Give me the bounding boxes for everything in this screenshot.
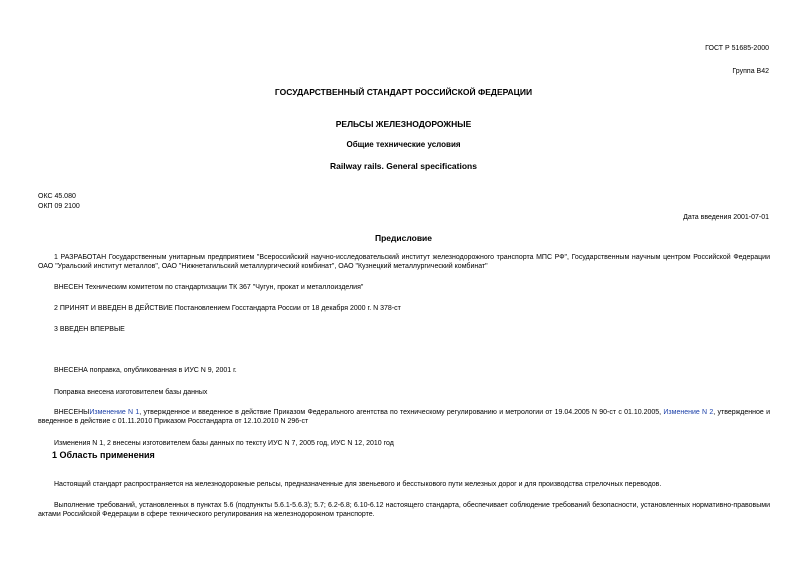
amendments-suffix: , утвержденное и введенное в действие с 01.11.2010 Приказом Росстандарта от 12.10.2010 N 296-ст	[38, 409, 770, 426]
oks-code: ОКС 45.080	[38, 193, 76, 200]
foreword-paragraph-correction-note: Поправка внесена изготовителем базы данных	[54, 389, 208, 396]
doc-group: Группа В42	[732, 68, 769, 75]
doc-number: ГОСТ Р 51685-2000	[705, 45, 769, 52]
foreword-paragraph-submitted: ВНЕСЕН Техническим комитетом по стандартизации ТК 367 "Чугун, прокат и металлоизделия"	[54, 284, 364, 291]
foreword-paragraph-amendments-note: Изменения N 1, 2 внесены изготовителем базы данных по тексту ИУС N 7, 2005 год, ИУС N 12, 2010 год	[54, 440, 394, 447]
amendments-middle: , утвержденное и введенное в действие Приказом Федерального агентства по техническому регулированию и метрологии от 19.04.2005 N 90-ст с 01.10.2005,	[139, 409, 664, 416]
foreword-paragraph-developed: 1 РАЗРАБОТАН Государственным унитарным предприятием "Всероссийский научно-исследовательский институт железнодорожного транспорта МПС РФ", Государственным научным центром Российской Федерации ОАО "Уральский институт металлов", ОАО "Нижнетагильский металлургический комбинат", ОАО "Кузнецкий металлургический комбинат"	[38, 254, 770, 271]
doc-title-ru: РЕЛЬСЫ ЖЕЛЕЗНОДОРОЖНЫЕ	[335, 119, 472, 129]
okp-code: ОКП 09 2100	[38, 203, 80, 210]
doc-title-en: Railway rails. General specifications	[330, 161, 477, 171]
foreword-paragraph-amendments	[38, 408, 770, 427]
amendment-2-link[interactable]: Изменение N 2	[663, 409, 714, 416]
foreword-paragraph-first: 3 ВВЕДЕН ВПЕРВЫЕ	[54, 326, 125, 333]
section-1-heading: 1 Область применения	[52, 450, 155, 460]
scope-paragraph-2: Выполнение требований, установленных в пунктах 5.6 (подпункты 5.6.1-5.6.3); 5.7; 6.2-6.8; 6.10-6.12 настоящего стандарта, обеспечивает соблюдение требований безопасности, установленных нормативно-правовыми актами Российской Федерации в сфере технического регулирования на железнодорожном транспорте.	[38, 502, 770, 519]
amendments-prefix: ВНЕСЕНЫ	[54, 409, 90, 416]
amendment-1-link[interactable]: Изменение N 1	[89, 409, 140, 416]
doc-subtitle-ru: Общие технические условия	[346, 140, 461, 149]
foreword-paragraph-correction: ВНЕСЕНА поправка, опубликованная в ИУС N 9, 2001 г.	[54, 367, 237, 374]
scope-paragraph-1: Настоящий стандарт распространяется на железнодорожные рельсы, предназначенные для звеньевого и бесстыкового пути железных дорог и для производства стрелочных переводов.	[54, 481, 662, 488]
foreword-heading: Предисловие	[374, 233, 433, 243]
foreword-paragraph-adopted: 2 ПРИНЯТ И ВВЕДЕН В ДЕЙСТВИЕ Постановлением Госстандарта России от 18 декабря 2000 г. N 378-ст	[54, 305, 401, 312]
standard-title: ГОСУДАРСТВЕННЫЙ СТАНДАРТ РОССИЙСКОЙ ФЕДЕРАЦИИ	[274, 87, 533, 97]
intro-date: Дата введения 2001-07-01	[683, 214, 769, 221]
